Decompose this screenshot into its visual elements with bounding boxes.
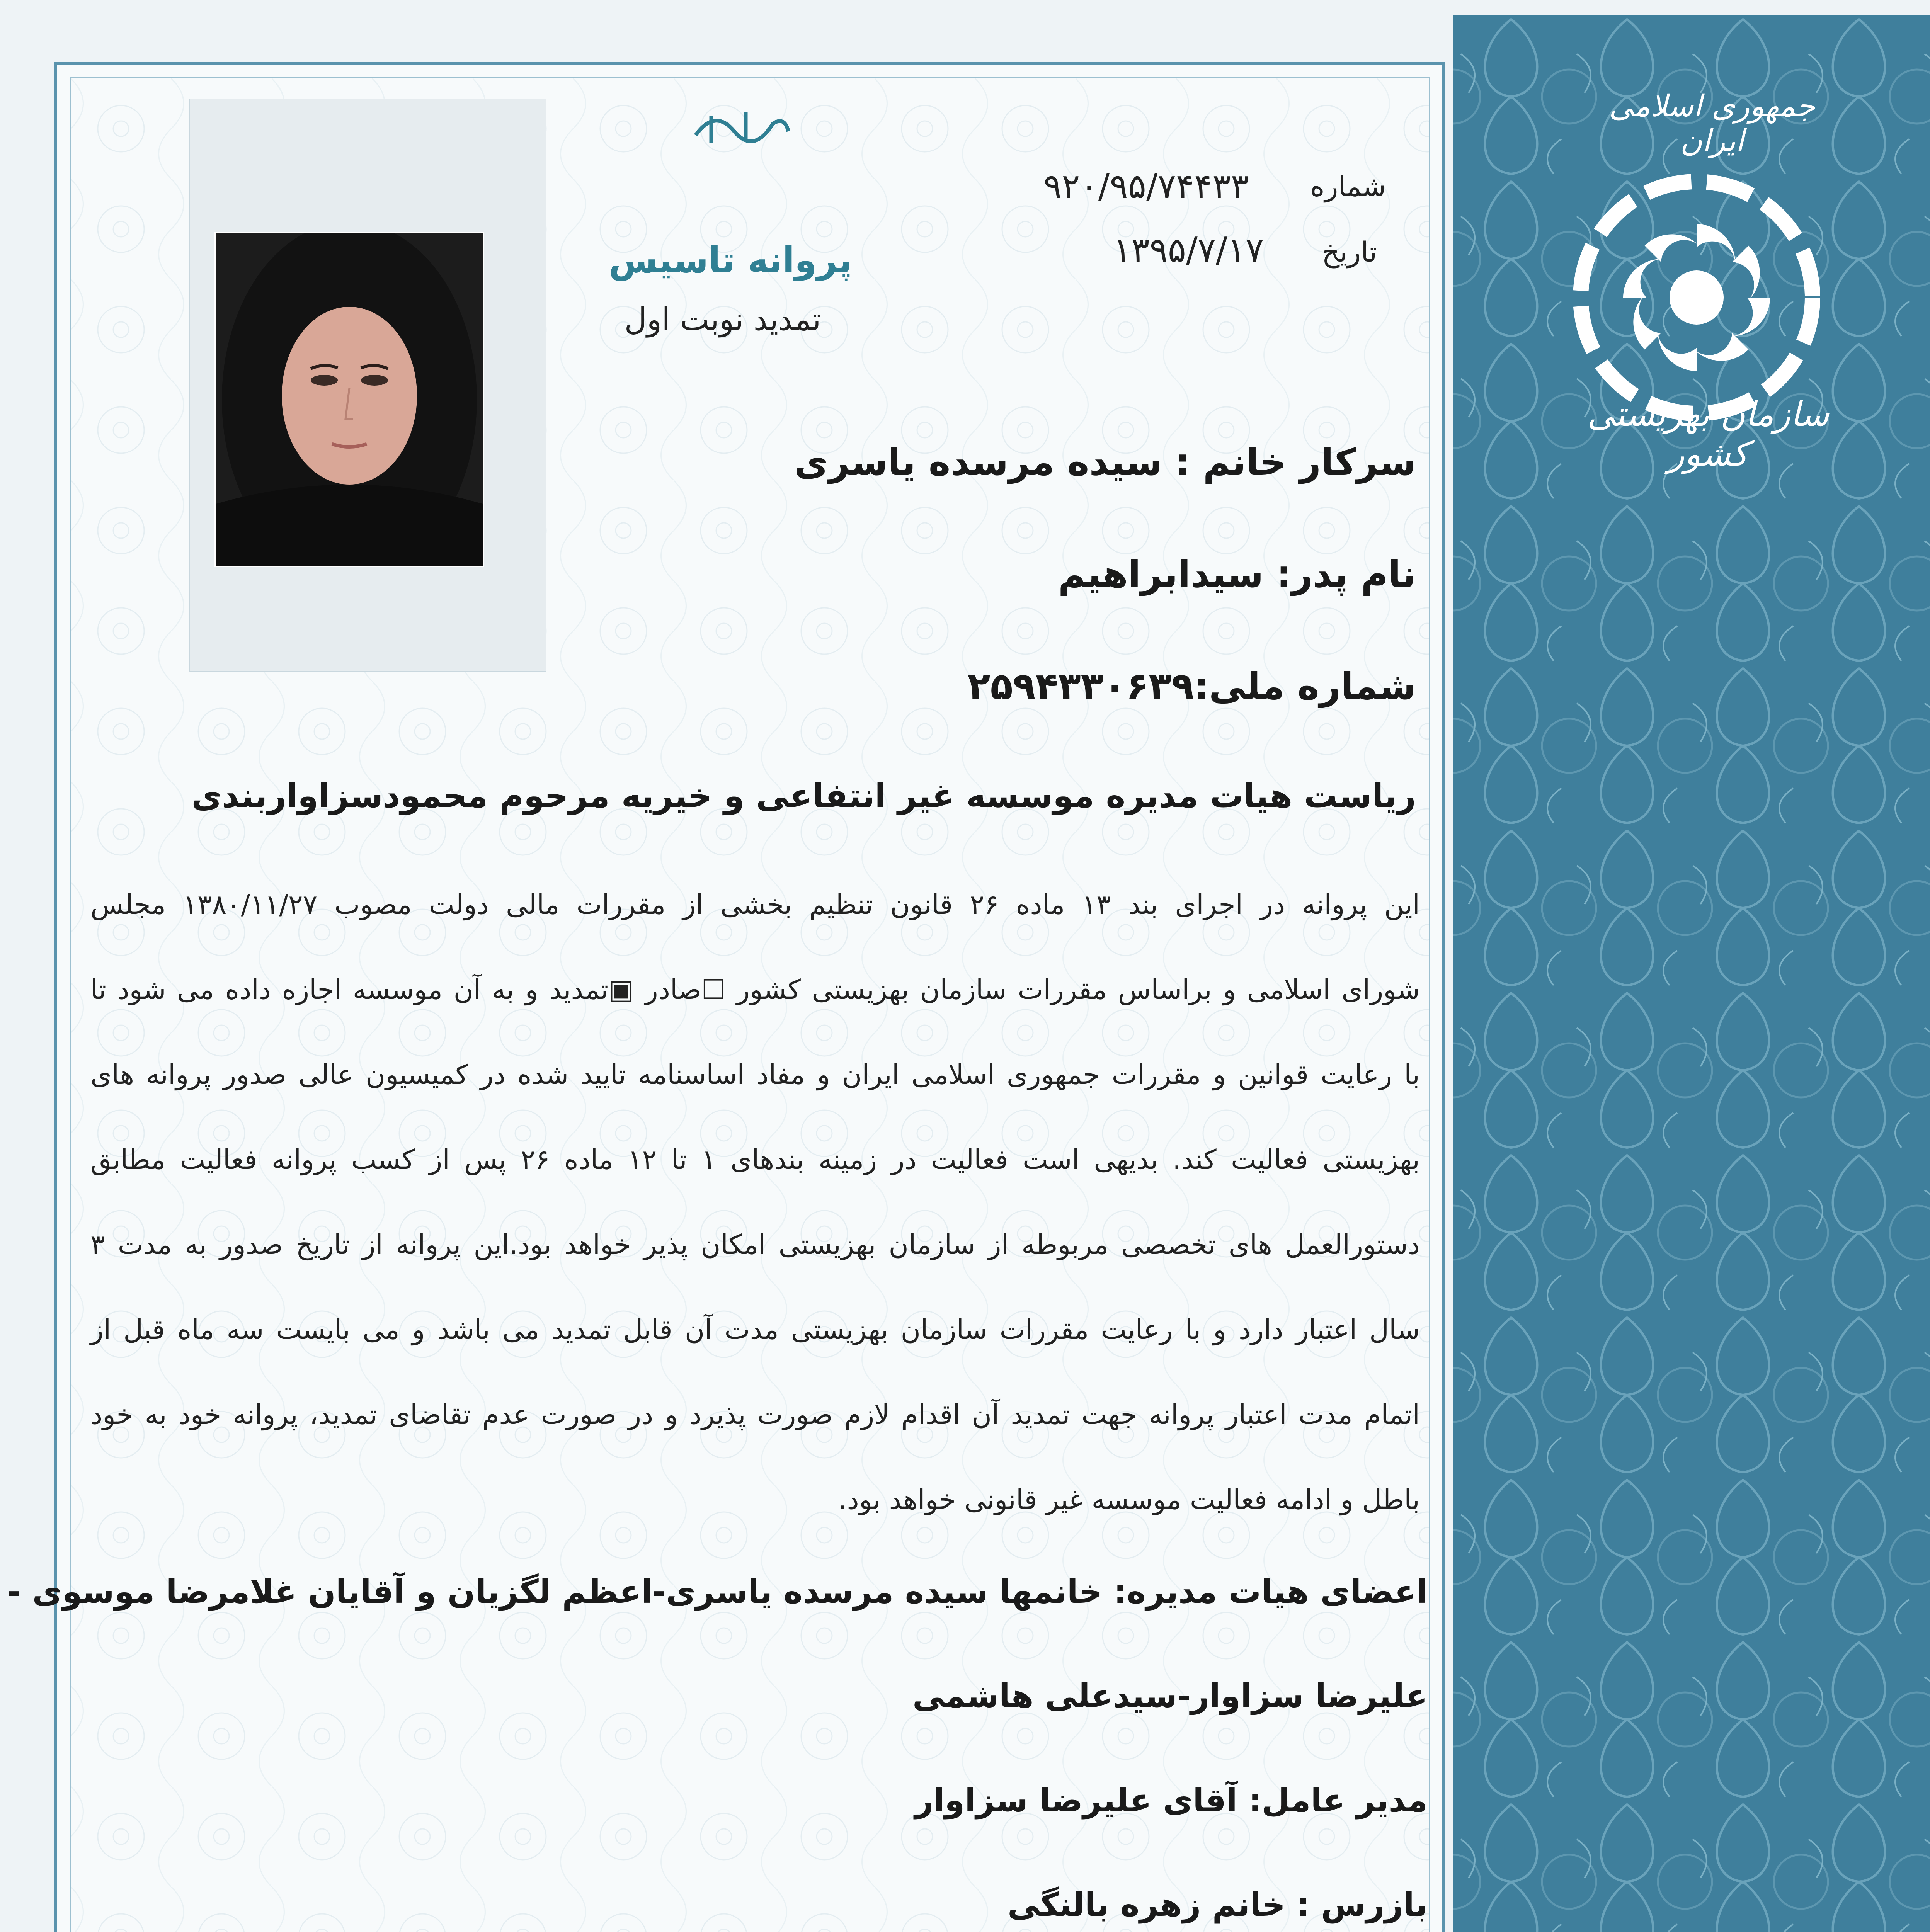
national-id-line: شماره ملی:۲۵۹۴۳۳۰۶۳۹ <box>967 665 1416 708</box>
body-line: شورای اسلامی و براساس مقررات سازمان بهزیستی کشور ☐صادر ▣تمدید و به آن موسسه اجازه داده می شود تا <box>90 974 1420 1005</box>
inspector-line: بازرس : خانم زهره بالنگی <box>1008 1886 1428 1923</box>
number-label: شماره <box>1310 170 1386 202</box>
portrait-image <box>216 233 483 566</box>
board-members-line: اعضای هیات مدیره: خانمها سیده مرسده یاسری-اعظم لگزیان و آقایان غلامرضا موسوی - <box>7 1573 1428 1611</box>
body-line: باطل و ادامه فعالیت موسسه غیر قانونی خواهد بود. <box>838 1484 1420 1515</box>
basmala-calligraphy <box>688 93 796 155</box>
body-line: اتمام مدت اعتبار پروانه جهت تمدید آن اقدام لازم صورت پذیرد و در صورت عدم تقاضای تمدید، پروانه خود به خود <box>90 1399 1420 1430</box>
behzisti-logo-icon <box>1569 170 1824 425</box>
organization-name: سازمان بهزیستی کشور <box>1587 394 1830 474</box>
holder-photo <box>214 232 484 567</box>
date-label: تاریخ <box>1322 236 1377 268</box>
license-subtitle: تمدید نوبت اول <box>624 301 821 337</box>
position-line: ریاست هیات مدیره موسسه غیر انتفاعی و خیریه مرحوم محمودسزاواربندی <box>191 777 1416 815</box>
recipient-line: سرکار خانم : سیده مرسده یاسری <box>794 440 1416 484</box>
body-line: سال اعتبار دارد و با رعایت مقررات سازمان بهزیستی مدت آن قابل تمدید می باشد و می بایست سه ماه قبل از <box>90 1314 1420 1345</box>
body-line: با رعایت قوانین و مقررات جمهوری اسلامی ایران و مفاد اساسنامه تایید شده در کمیسیون عالی صدور پروانه های <box>90 1059 1420 1090</box>
number-value: ۹۲۰/۹۵/۷۴۴۳۳ <box>1043 166 1249 206</box>
date-value: ۱۳۹۵/۷/۱۷ <box>1113 230 1264 270</box>
body-line: بهزیستی فعالیت کند. بدیهی است فعالیت در زمینه بندهای ۱ تا ۱۲ ماده ۲۶ پس از کسب پروانه فعالیت مطابق <box>90 1144 1420 1175</box>
board-members-line-2: علیرضا سزاوار-سیدعلی هاشمی <box>912 1677 1428 1715</box>
state-name: جمهوری اسلامی ایران <box>1609 89 1815 158</box>
license-title: پروانه تاسیس <box>608 240 853 281</box>
managing-director-line: مدیر عامل: آقای علیرضا سزاوار <box>914 1781 1428 1819</box>
body-line: این پروانه در اجرای بند ۱۳ ماده ۲۶ قانون تنظیم بخشی از مقررات مالی دولت مصوب ۱۳۸۰/۱۱/۲۷ مجلس <box>90 889 1420 920</box>
father-name-line: نام پدر: سیدابراهیم <box>1058 553 1416 596</box>
body-line: دستورالعمل های تخصصی مربوطه از سازمان بهزیستی امکان پذیر خواهد بود.این پروانه از تاریخ صدور به مدت ۳ <box>90 1229 1420 1260</box>
